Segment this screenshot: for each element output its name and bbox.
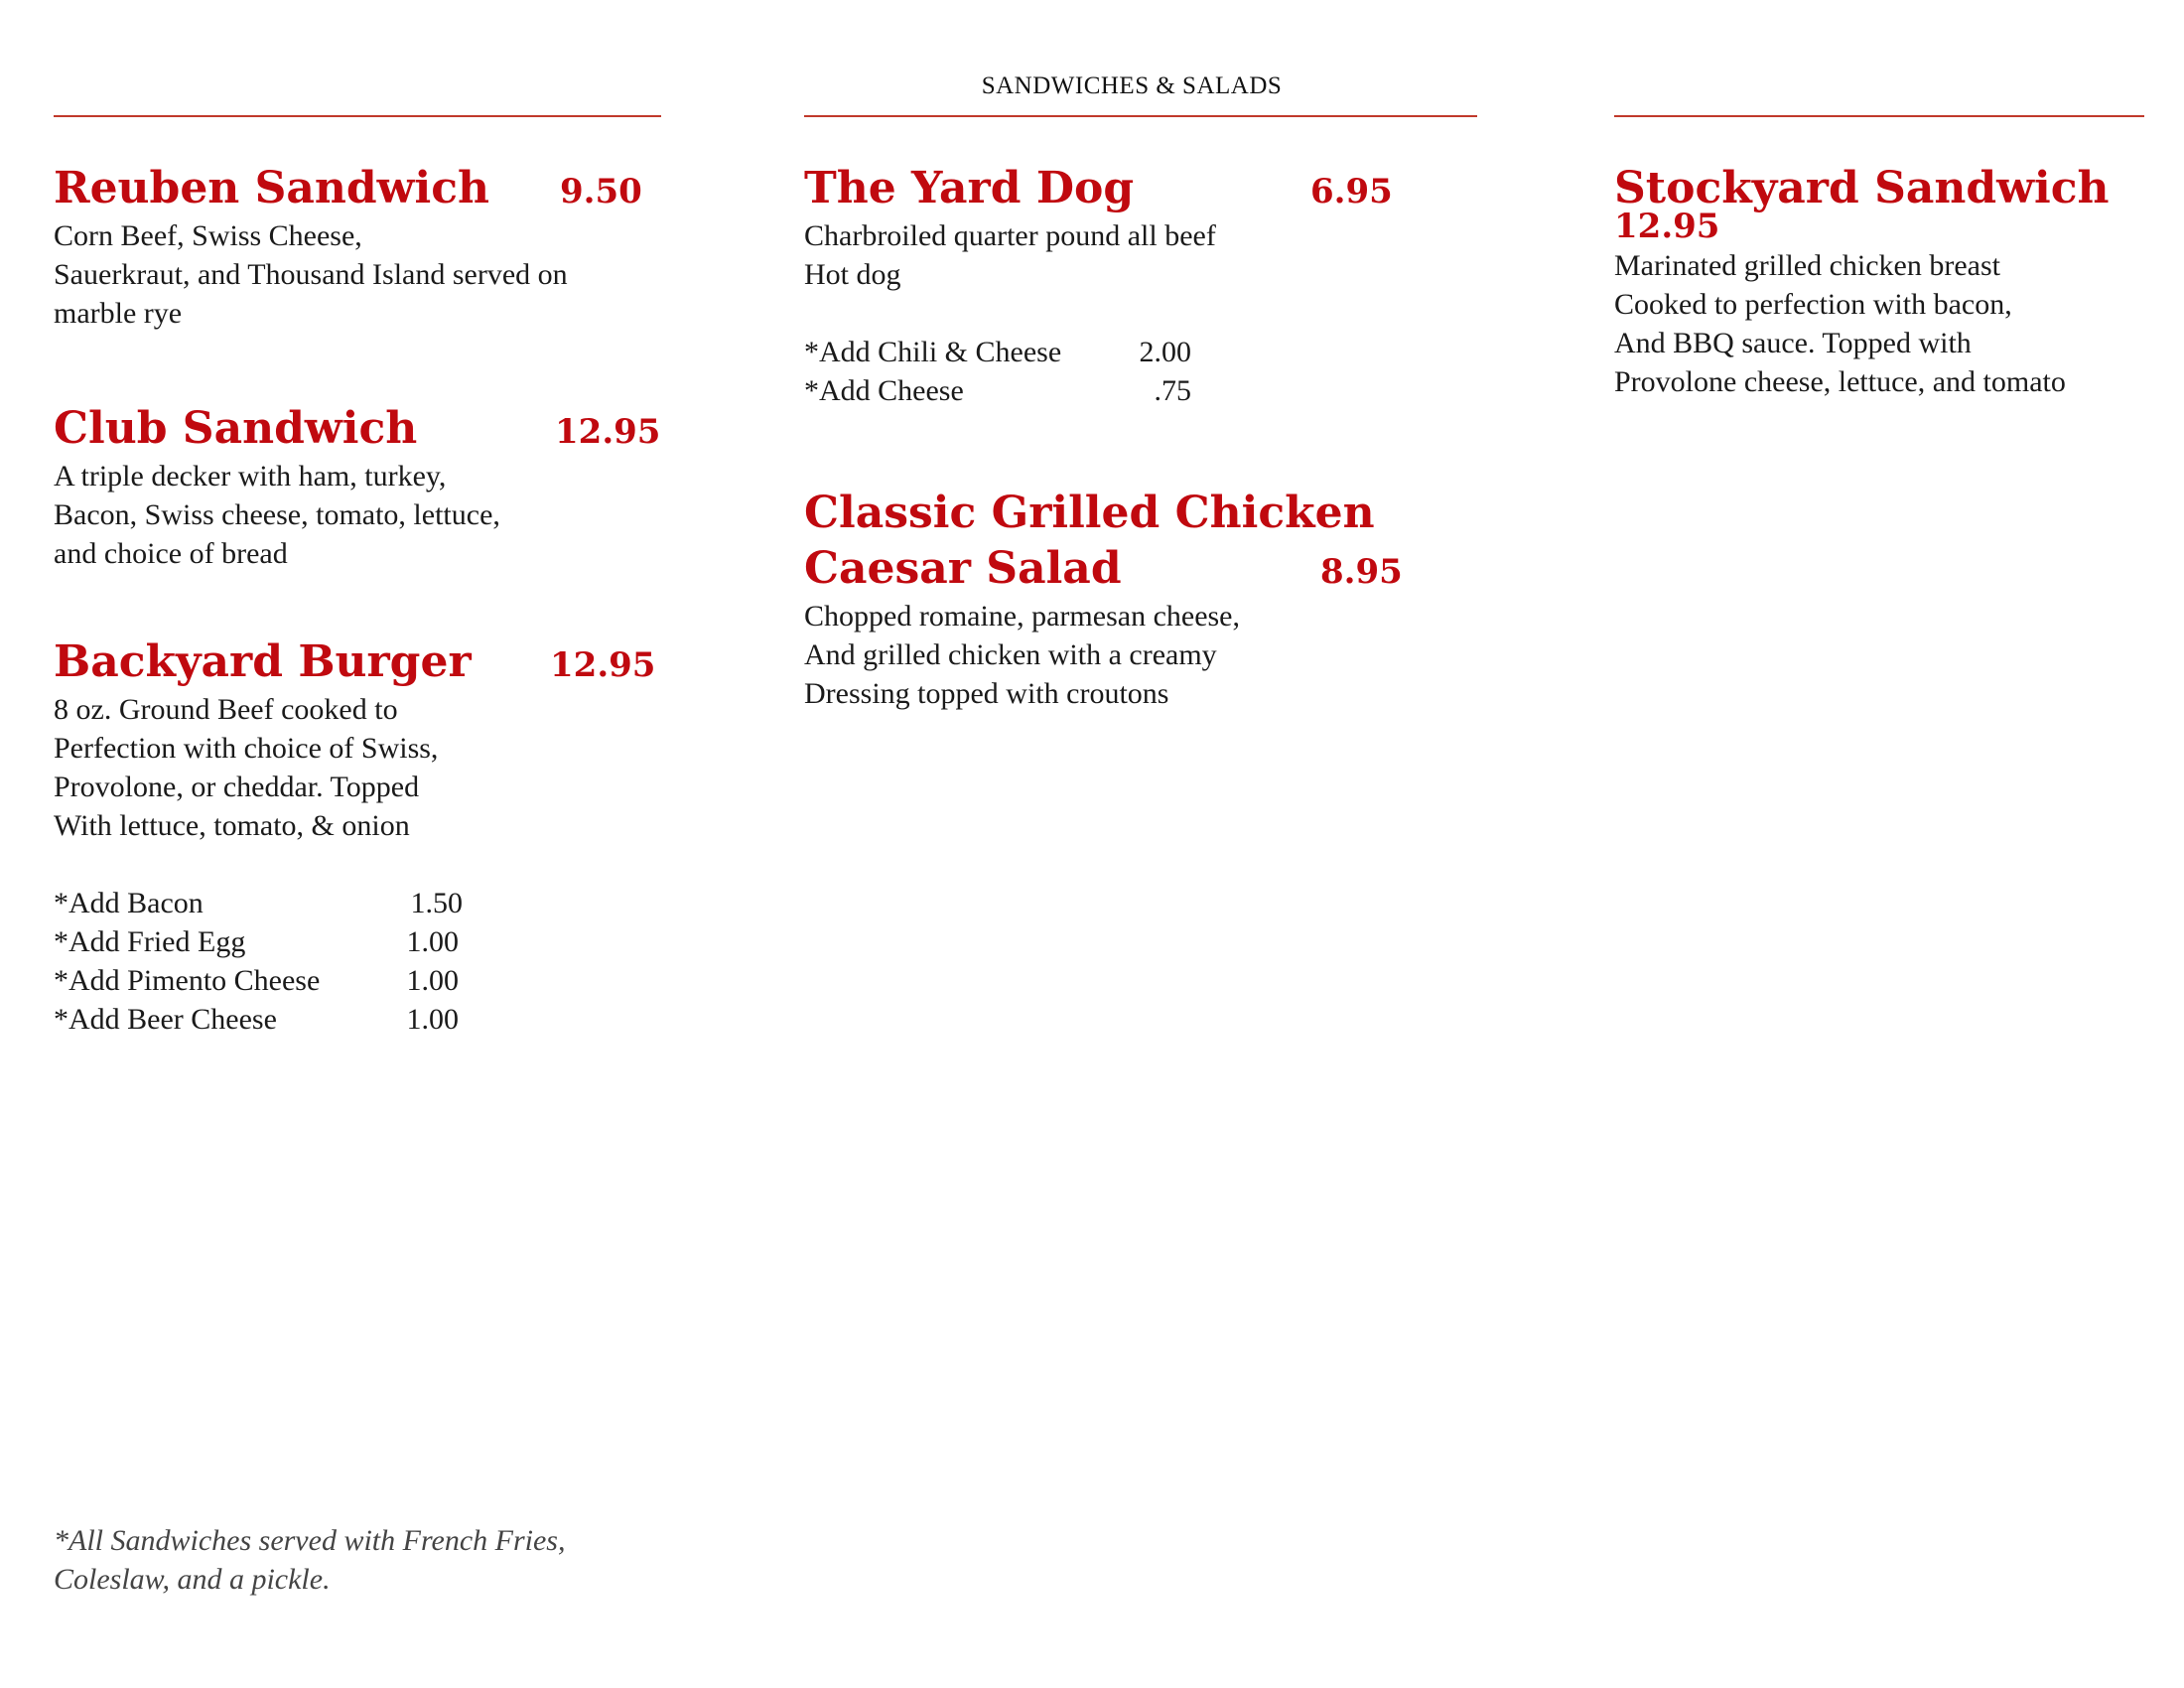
- desc-line: Dressing topped with croutons: [804, 677, 1169, 710]
- addon-price: 1.50: [410, 887, 463, 919]
- desc-line: A triple decker with ham, turkey,: [54, 460, 447, 492]
- item-description: [1614, 246, 2170, 401]
- item-name: Backyard Burger: [54, 636, 472, 687]
- item-name: Reuben Sandwich: [54, 163, 490, 213]
- desc-line: And BBQ sauce. Topped with: [1614, 327, 1972, 359]
- item-name: Classic Grilled Chicken: [804, 488, 1375, 538]
- addon-label: *Add Cheese: [804, 374, 964, 407]
- desc-line: marble rye: [54, 297, 183, 330]
- desc-line: With lettuce, tomato, & onion: [54, 809, 410, 842]
- desc-line: And grilled chicken with a creamy: [804, 638, 1217, 671]
- item-description: [804, 216, 1459, 294]
- addon-label: *Add Pimento Cheese: [54, 964, 321, 997]
- addon-price: .75: [1154, 374, 1191, 407]
- item-description: [54, 216, 689, 333]
- addon-label: *Add Beer Cheese: [54, 1003, 277, 1036]
- item-price: 9.50: [560, 172, 642, 211]
- divider-center: [804, 115, 1477, 117]
- desc-line: Perfection with choice of Swiss,: [54, 732, 439, 765]
- addon-row: [54, 961, 689, 1000]
- item-price: 12.95: [550, 645, 656, 685]
- menu-column-center: [804, 161, 1459, 713]
- desc-line: Marinated grilled chicken breast: [1614, 249, 2001, 282]
- item-name: Caesar Salad: [804, 543, 1122, 594]
- item-price: 12.95: [1614, 207, 1720, 246]
- desc-line: Hot dog: [804, 258, 901, 291]
- menu-item-yard-dog: [804, 161, 1459, 410]
- addon-label: *Add Fried Egg: [54, 925, 246, 958]
- addon-price: 2.00: [1139, 336, 1191, 368]
- section-title: SANDWICHES & SALADS: [981, 72, 1283, 99]
- desc-line: Chopped romaine, parmesan cheese,: [804, 600, 1240, 633]
- addon-row: [804, 333, 1459, 371]
- addon-row: [54, 922, 689, 961]
- menu-item-club: [54, 401, 689, 573]
- addon-row: [54, 884, 689, 922]
- addon-list: [54, 884, 689, 1039]
- addon-price: 1.00: [406, 964, 459, 997]
- desc-line: 8 oz. Ground Beef cooked to: [54, 693, 398, 726]
- addon-label: *Add Chili & Cheese: [804, 336, 1062, 368]
- desc-line: Charbroiled quarter pound all beef: [804, 219, 1216, 252]
- item-price: 12.95: [555, 412, 661, 452]
- addon-price: 1.00: [406, 1003, 459, 1036]
- item-name: The Yard Dog: [804, 163, 1135, 213]
- menu-item-reuben: [54, 161, 689, 333]
- addon-label: *Add Bacon: [54, 887, 204, 919]
- desc-line: Corn Beef, Swiss Cheese,: [54, 219, 362, 252]
- addon-row: [54, 1000, 689, 1039]
- desc-line: Bacon, Swiss cheese, tomato, lettuce,: [54, 498, 500, 531]
- item-name: Stockyard Sandwich: [1614, 163, 2110, 213]
- addon-list: [804, 333, 1459, 410]
- item-description: [54, 457, 689, 573]
- desc-line: Sauerkraut, and Thousand Island served on: [54, 258, 568, 291]
- divider-right: [1614, 115, 2144, 117]
- desc-line: Provolone cheese, lettuce, and tomato: [1614, 365, 2066, 398]
- item-description: [804, 597, 1459, 713]
- item-name: Club Sandwich: [54, 403, 418, 454]
- menu-column-right: [1614, 161, 2170, 401]
- footnote-line: *All Sandwiches served with French Fries,: [54, 1524, 566, 1557]
- footnote: [54, 1521, 689, 1599]
- menu-column-left: [54, 161, 689, 1039]
- menu-item-stockyard: [1614, 161, 2170, 401]
- item-price: 8.95: [1320, 552, 1403, 592]
- item-price: 6.95: [1310, 172, 1393, 211]
- footnote-line: Coleslaw, and a pickle.: [54, 1563, 331, 1596]
- desc-line: Cooked to perfection with bacon,: [1614, 288, 2012, 321]
- desc-line: Provolone, or cheddar. Topped: [54, 771, 420, 803]
- divider-left: [54, 115, 661, 117]
- menu-item-backyard-burger: [54, 634, 689, 1039]
- item-description: [54, 690, 689, 845]
- addon-price: 1.00: [406, 925, 459, 958]
- addon-row: [804, 371, 1459, 410]
- menu-item-caesar-salad: [804, 486, 1459, 713]
- desc-line: and choice of bread: [54, 537, 288, 570]
